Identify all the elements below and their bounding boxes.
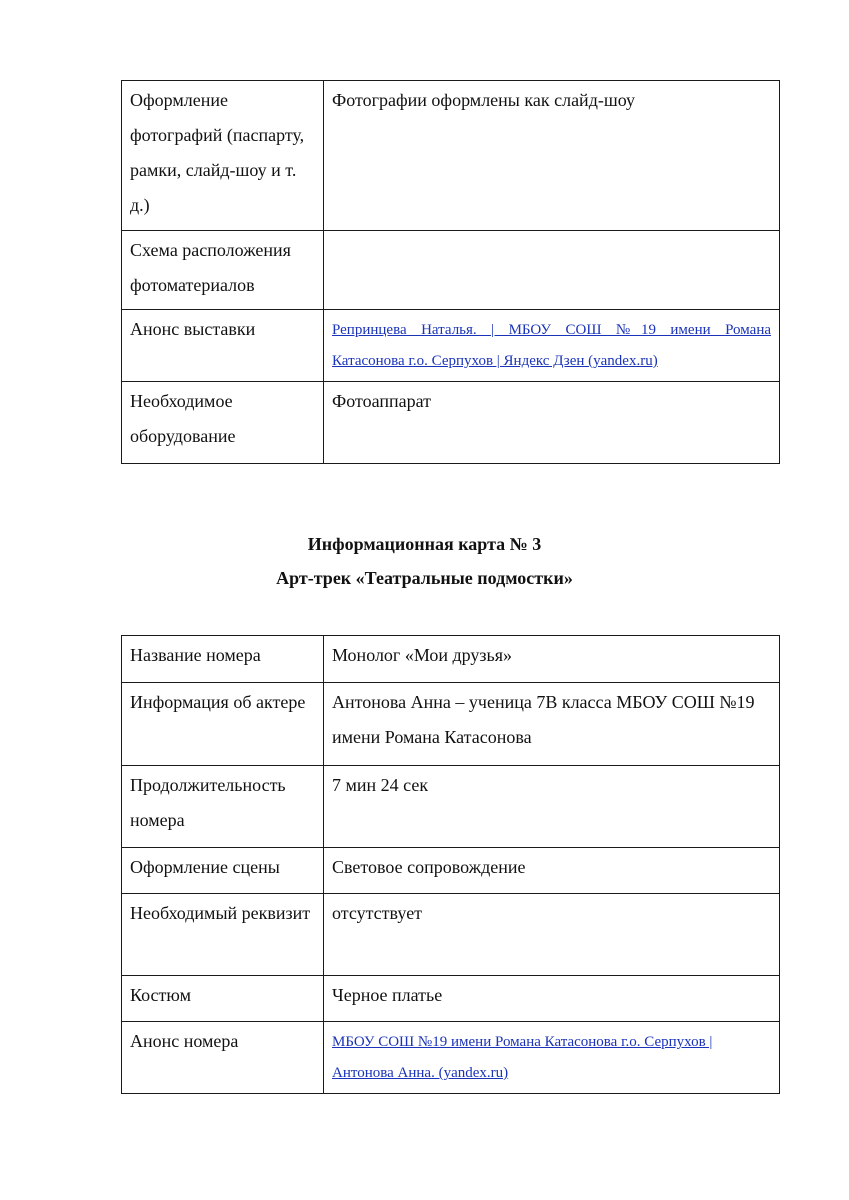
table-row [122,231,780,310]
table-row [122,766,780,848]
row-value: Антонова Анна – ученица 7В класса МБОУ СОШ №19 имени Романа Катасонова [324,683,780,766]
table-row [122,1022,780,1094]
table-row [122,894,780,976]
row-label: Необходимое оборудование [122,382,324,464]
row-value: Фотографии оформлены как слайд-шоу [324,81,780,231]
table-row [122,636,780,683]
table-row [122,310,780,382]
exhibition-info-table [121,80,780,464]
link-line: Репринцева Наталья. | МБОУ СОШ №19 имени Романа [332,322,771,338]
link-line: Антонова Анна. (yandex.ru) [332,1065,509,1081]
exhibition-announcement-link[interactable] [332,315,771,377]
row-value [324,1022,780,1094]
row-value [324,310,780,382]
row-value: Световое сопровождение [324,848,780,894]
table-row [122,382,780,464]
row-value: отсутствует [324,894,780,976]
row-label: Костюм [122,976,324,1022]
row-label: Анонс выставки [122,310,324,382]
row-value [324,231,780,310]
card-title: Информационная карта № 3 [307,534,542,554]
link-line: Катасонова г.о. Серпухов | Яндекс Дзен (yandex.ru) [332,353,658,369]
row-value: Фотоаппарат [324,382,780,464]
table-row [122,683,780,766]
row-value: Черное платье [324,976,780,1022]
row-label: Название номера [122,636,324,683]
row-label: Оформление фотографий (паспарту, рамки, слайд-шоу и т. д.) [122,81,324,231]
row-label: Информация об актере [122,683,324,766]
table-row [122,976,780,1022]
performance-announcement-link[interactable] [332,1027,771,1089]
table-row [122,81,780,231]
table-row [122,848,780,894]
card-subtitle: Арт-трек «Театральные подмостки» [276,568,573,588]
row-value: 7 мин 24 сек [324,766,780,848]
row-label: Анонс номера [122,1022,324,1094]
row-label: Продолжительность номера [122,766,324,848]
performance-info-table [121,635,780,1094]
row-value: Монолог «Мои друзья» [324,636,780,683]
row-label: Схема расположения фотоматериалов [122,231,324,310]
row-label: Необходимый реквизит [122,894,324,976]
row-label: Оформление сцены [122,848,324,894]
link-line: МБОУ СОШ №19 имени Романа Катасонова г.о. Серпухов | [332,1034,713,1050]
